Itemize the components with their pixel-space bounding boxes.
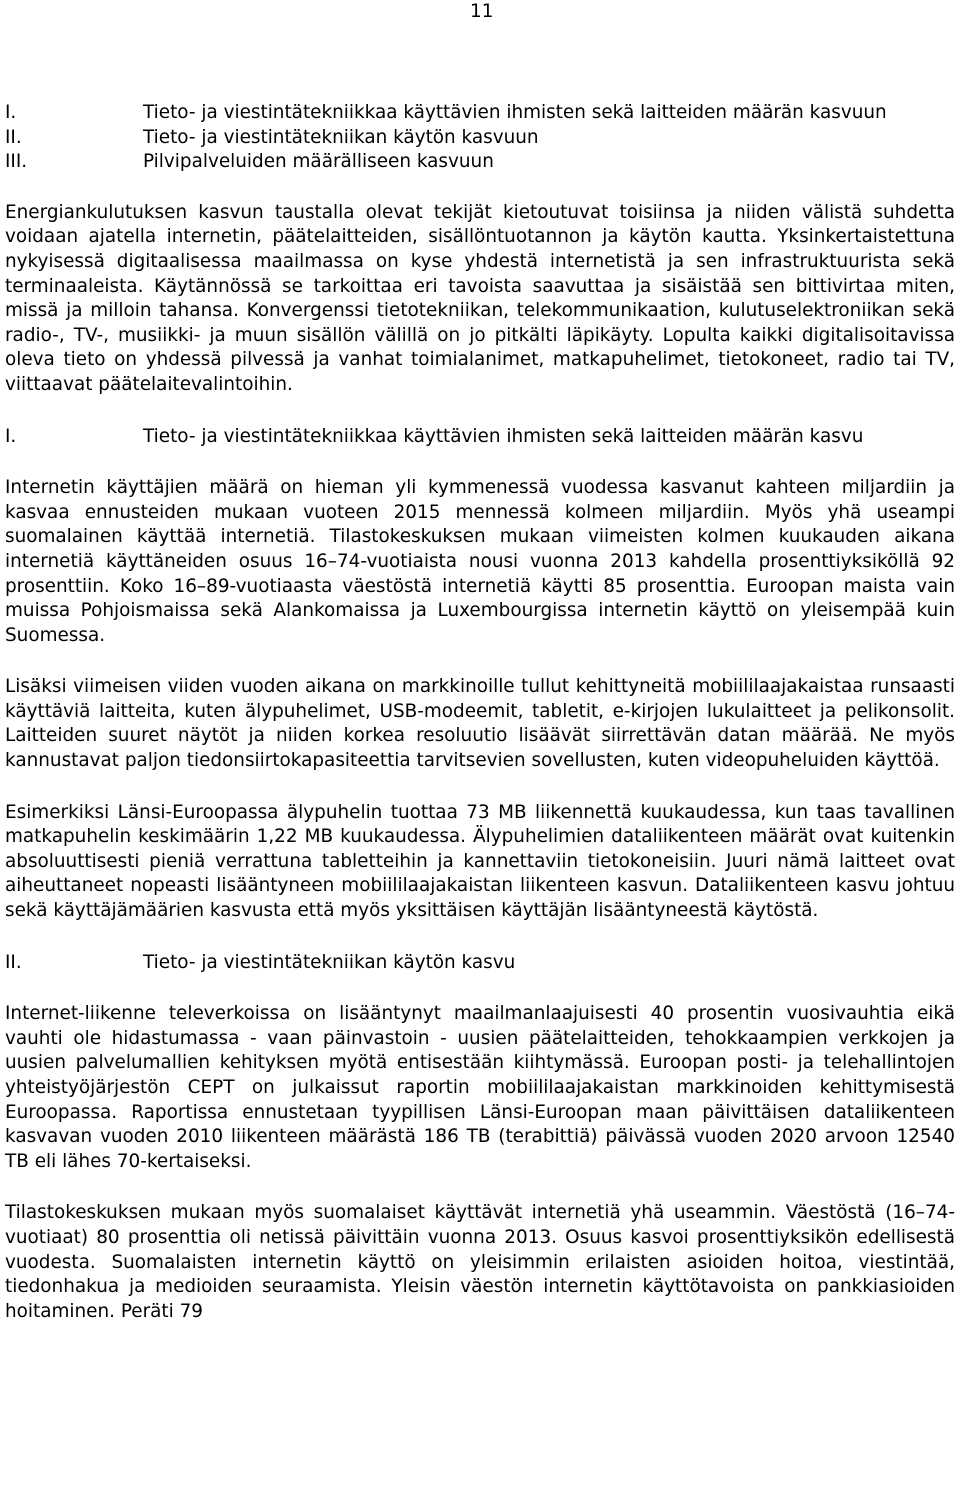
section-2-paragraph-1: Internet-liikenne televerkoissa on lisääntynyt maailmanlaajuisesti 40 prosentin vuosivauhtia eikä vauhti ole hidastumassa - vaan päinvastoin - uusien päätelaitteiden, tehokkaampien verkkojen ja uusien palvelumallien kehityksen myötä entisestään kiihtymässä. Euroopan posti- ja telehallintojen yhteistyöjärjestön CEPT on julkaissut raportin mobiililaajakaistan markkinoiden kehittymisestä Euroopassa. Raportissa ennustetaan tyypillisen Länsi-Euroopan maan päivittäisen dataliikenteen kasvavan vuoden 2010 liikenteen määrästä 186 TB (terabittiä) päivässä vuoden 2020 arvoon 12540 TB eli lähes 70-kertaiseksi. <box>5 1003 955 1172</box>
section-title: Tieto- ja viestintätekniikan käytön kasvu <box>143 951 516 973</box>
section-title: Tieto- ja viestintätekniikkaa käyttävien ihmisten sekä laitteiden määrän kasvu <box>143 425 864 447</box>
section-2-paragraph-2: Tilastokeskuksen mukaan myös suomalaiset käyttävät internetiä yhä useammin. Väestöstä (16–74-vuotiaat) 80 prosenttia oli netissä päivittäin vuonna 2013. Osuus kasvoi prosenttiyksikön edellisestä vuodesta. Suomalaisten internetin käyttö on yleisimmin erilaisten asioiden hoitoa, viestintää, tiedonhakua ja medioiden seuraamista. Yleisin väestön internetin käyttötavoista on pankkiasioiden hoitaminen. Peräti 79 <box>5 1202 955 1322</box>
list-text: Tieto- ja viestintätekniikkaa käyttävien ihmisten sekä laitteiden määrän kasvuun <box>143 102 887 123</box>
intro-list-item-1 <box>5 101 955 126</box>
section-2-heading <box>5 951 955 976</box>
document-body <box>5 101 955 1324</box>
intro-list-item-2 <box>5 126 955 151</box>
section-numeral: I. <box>5 425 17 447</box>
page-number: 11 <box>470 1 494 22</box>
section-1-paragraph-3: Esimerkiksi Länsi-Euroopassa älypuhelin tuottaa 73 MB liikennettä kuukaudessa, kun taas tavallinen matkapuhelin keskimäärin 1,22 MB kuukaudessa. Älypuhelimien dataliikenteen määrät ovat kuitenkin absoluuttisesti pieniä verrattuna tabletteihin ja kannettaviin tietokoneisiin. Juuri nämä laitteet ovat aiheuttaneet nopeasti lisääntyneen mobiililaajakaistan liikenteen kasvun. Dataliikenteen kasvu johtuu sekä käyttäjämäärien kasvusta että myös yksittäisen käyttäjän lisääntyneestä käytöstä. <box>5 801 955 922</box>
list-numeral: III. <box>5 151 28 173</box>
intro-paragraph: Energiankulutuksen kasvun taustalla olevat tekijät kietoutuvat toisiinsa ja niiden välistä suhdetta voidaan ajatella internetin, päätelaitteiden, sisällöntuotannon ja käytön kautta. Yksinkertaistettuna nykyisessä digitaalisessa maailmassa on kyse yhdestä internetistä ja sen infrastruktuurista sekä terminaaleista. Käytännössä se tarkoittaa eri tavoista saavuttaa ja sisäistää sen bittivirtaa miten, missä ja milloin tahansa. Konvergenssi tietotekniikan, telekommunikaation, kulutuselektroniikan sekä radio-, TV-, musiikki- ja muun sisällön välillä on jo pitkälti läpikäyty. Lopulta kaikki digitalisoitavissa oleva tieto on yhdessä pilvessä ja vanhat toimialanimet, matkapuhelimet, tietokoneet, radio tai TV, viittaavat päätelaitevalintoihin. <box>5 201 955 395</box>
list-text: Pilvipalveluiden määrälliseen kasvuun <box>143 151 494 173</box>
list-numeral: II. <box>5 126 22 148</box>
intro-list-item-3 <box>5 150 955 175</box>
list-text: Tieto- ja viestintätekniikan käytön kasvuun <box>143 126 539 148</box>
section-1-paragraph-2: Lisäksi viimeisen viiden vuoden aikana on markkinoille tullut kehittyneitä mobiililaajakaistaa runsaasti käyttäviä laitteita, kuten älypuhelimet, USB-modeemit, tabletit, e-kirjojen lukulaitteet ja pelikonsolit. Laitteiden suuret näytöt ja niiden korkea resoluutio lisäävät siirrettävän datan määrää. Ne myös kannustavat paljon tiedonsiirtokapasiteettia tarvitsevien sovellusten, kuten videopuheluiden käyttöä. <box>5 676 955 772</box>
section-1-paragraph-1: Internetin käyttäjien määrä on hieman yli kymmenessä vuodessa kasvanut kahteen miljardiin ja kasvaa ennusteiden mukaan vuoteen 2015 mennessä kolmeen miljardiin. Myös yhä useampi suomalainen käyttää internetiä. Tilastokeskuksen mukaan viimeisten kolmen kuukauden aikana internetiä käyttäneiden osuus 16–74-vuotiaista nousi vuonna 2013 kahdella prosenttiyksiköllä 92 prosenttiin. Koko 16–89-vuotiaasta väestöstä internetiä käytti 85 prosenttia. Euroopan maista vain muissa Pohjoismaissa sekä Alankomaissa ja Luxembourgissa internetin käyttö on yleisempää kuin Suomessa. <box>5 477 955 646</box>
list-numeral: I. <box>5 102 17 123</box>
section-1-heading <box>5 425 955 450</box>
section-numeral: II. <box>5 951 22 973</box>
